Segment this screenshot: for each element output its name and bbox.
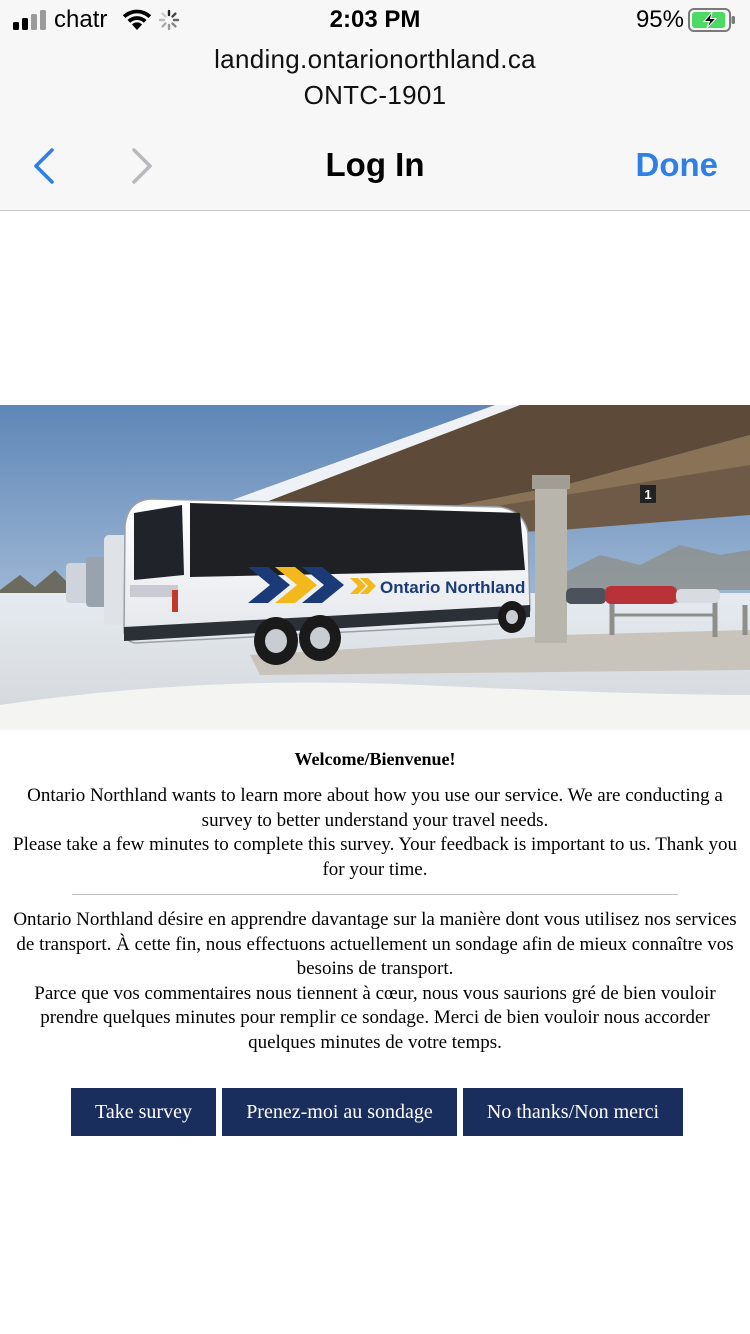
english-paragraph-2: Please take a few minutes to complete this survey. Your feedback is important to us. Thank you for your time. bbox=[13, 834, 737, 880]
french-paragraph-2: Parce que vos commentaires nous tiennent à cœur, nous vous saurions gré de bien vouloir prendre quelques minutes pour remplir ce sondage. Merci de bien vouloir nous accorder quelques minutes de votre temps. bbox=[34, 982, 716, 1053]
no-thanks-button[interactable]: No thanks/Non merci bbox=[463, 1088, 683, 1136]
carrier-name: chatr bbox=[54, 6, 108, 33]
survey-buttons bbox=[0, 1088, 750, 1137]
bay-number-1: 1 bbox=[644, 487, 652, 502]
english-paragraph-1: Ontario Northland wants to learn more about how you use our service. We are conducting a survey to better understand your travel needs. bbox=[27, 785, 723, 831]
page-url: landing.ontarionorthland.ca bbox=[214, 44, 536, 74]
prenez-moi-au-sondage-button[interactable]: Prenez-moi au sondage bbox=[222, 1088, 457, 1136]
divider bbox=[72, 894, 678, 895]
welcome-heading: Welcome/Bienvenue! bbox=[294, 749, 456, 769]
take-survey-button[interactable]: Take survey bbox=[71, 1088, 216, 1136]
survey-content bbox=[0, 748, 750, 1055]
done-button[interactable]: Done bbox=[635, 146, 718, 183]
battery-percentage: 95% bbox=[635, 6, 684, 33]
status-bar bbox=[0, 0, 750, 42]
network-name: ONTC-1901 bbox=[303, 80, 447, 110]
status-clock: 2:03 PM bbox=[329, 6, 421, 33]
bus-brand-text: Ontario Northland bbox=[380, 578, 526, 597]
page-title: Log In bbox=[325, 146, 425, 183]
battery-charging-icon bbox=[688, 8, 736, 32]
browser-chrome bbox=[0, 0, 750, 211]
bus-terminal-photo bbox=[0, 405, 750, 730]
french-paragraph-1: Ontario Northland désire en apprendre davantage sur la manière dont vous utilisez nos services de transport. À cette fin, nous effectuons actuellement un sondage afin de mieux connaître vos besoins de transport. bbox=[13, 909, 737, 979]
hero-image bbox=[0, 405, 750, 730]
